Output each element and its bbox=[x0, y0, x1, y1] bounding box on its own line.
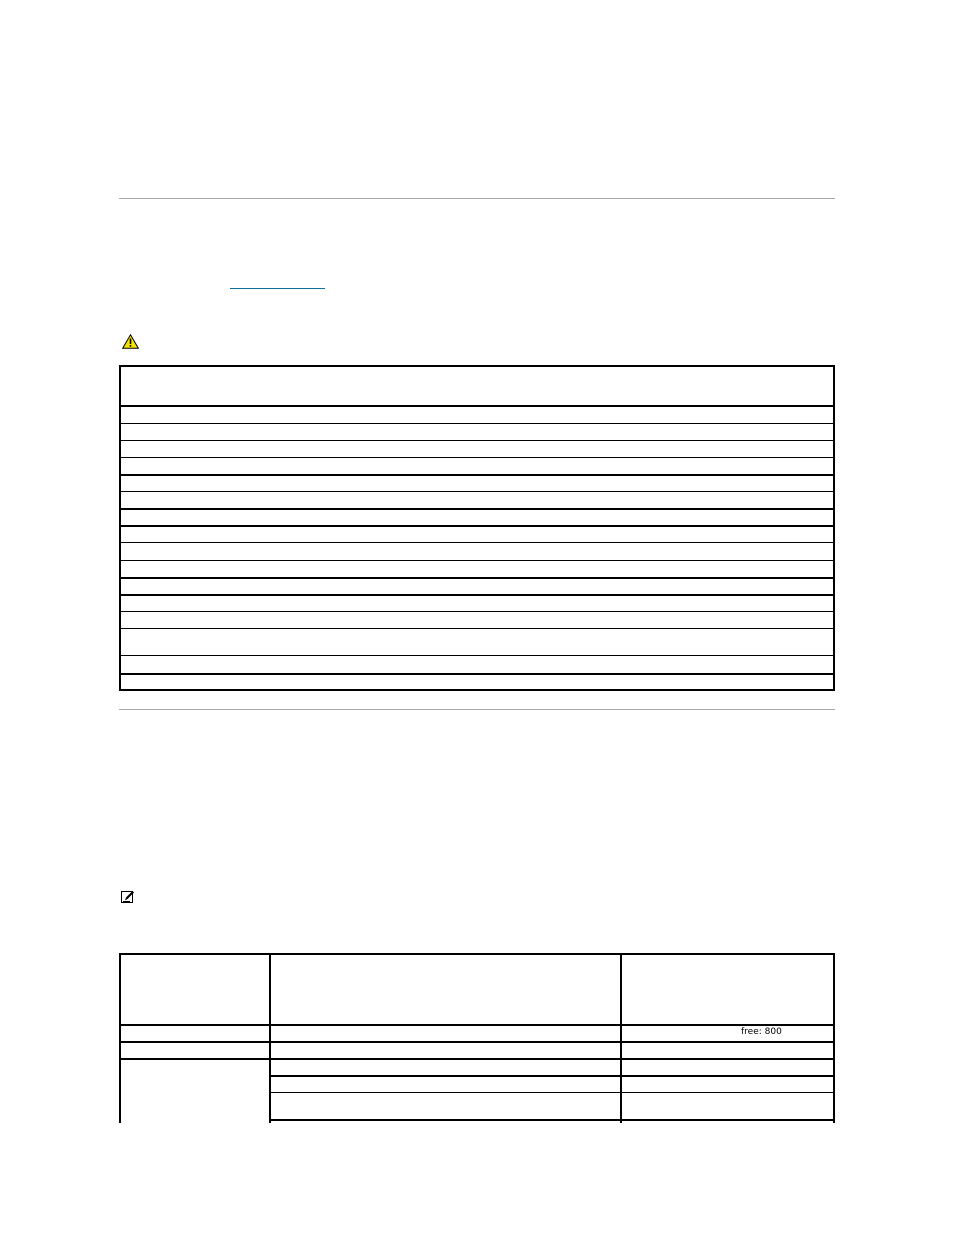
table-column-divider bbox=[269, 953, 271, 1123]
table-row bbox=[119, 1058, 835, 1060]
table-cell: free: 800 bbox=[741, 1027, 782, 1037]
table-row bbox=[121, 405, 833, 407]
table-row bbox=[121, 577, 833, 579]
table-row bbox=[121, 542, 833, 543]
table-row bbox=[270, 1075, 835, 1077]
table-column-divider bbox=[620, 953, 622, 1123]
table-row bbox=[119, 1024, 835, 1026]
table-row bbox=[121, 594, 833, 596]
table-row bbox=[121, 655, 833, 656]
table-row bbox=[121, 508, 833, 510]
note-pencil-icon bbox=[121, 890, 135, 904]
table-row bbox=[270, 1092, 835, 1093]
caution-triangle-icon bbox=[122, 334, 139, 349]
table-row bbox=[121, 474, 833, 476]
table-row bbox=[119, 1041, 835, 1043]
section-link[interactable] bbox=[230, 287, 325, 289]
table-row bbox=[121, 491, 833, 492]
section-divider-top bbox=[119, 198, 835, 199]
table-row bbox=[121, 628, 833, 629]
table-row bbox=[121, 440, 833, 441]
table-row bbox=[121, 525, 833, 527]
table-row bbox=[270, 1119, 835, 1121]
table-row bbox=[121, 611, 833, 612]
specifications-table bbox=[119, 365, 835, 691]
table-row bbox=[121, 560, 833, 561]
table-row bbox=[121, 423, 833, 424]
memory-table bbox=[119, 953, 835, 1123]
table-row bbox=[121, 673, 833, 675]
section-divider-bottom bbox=[119, 709, 835, 710]
table-row bbox=[121, 457, 833, 458]
